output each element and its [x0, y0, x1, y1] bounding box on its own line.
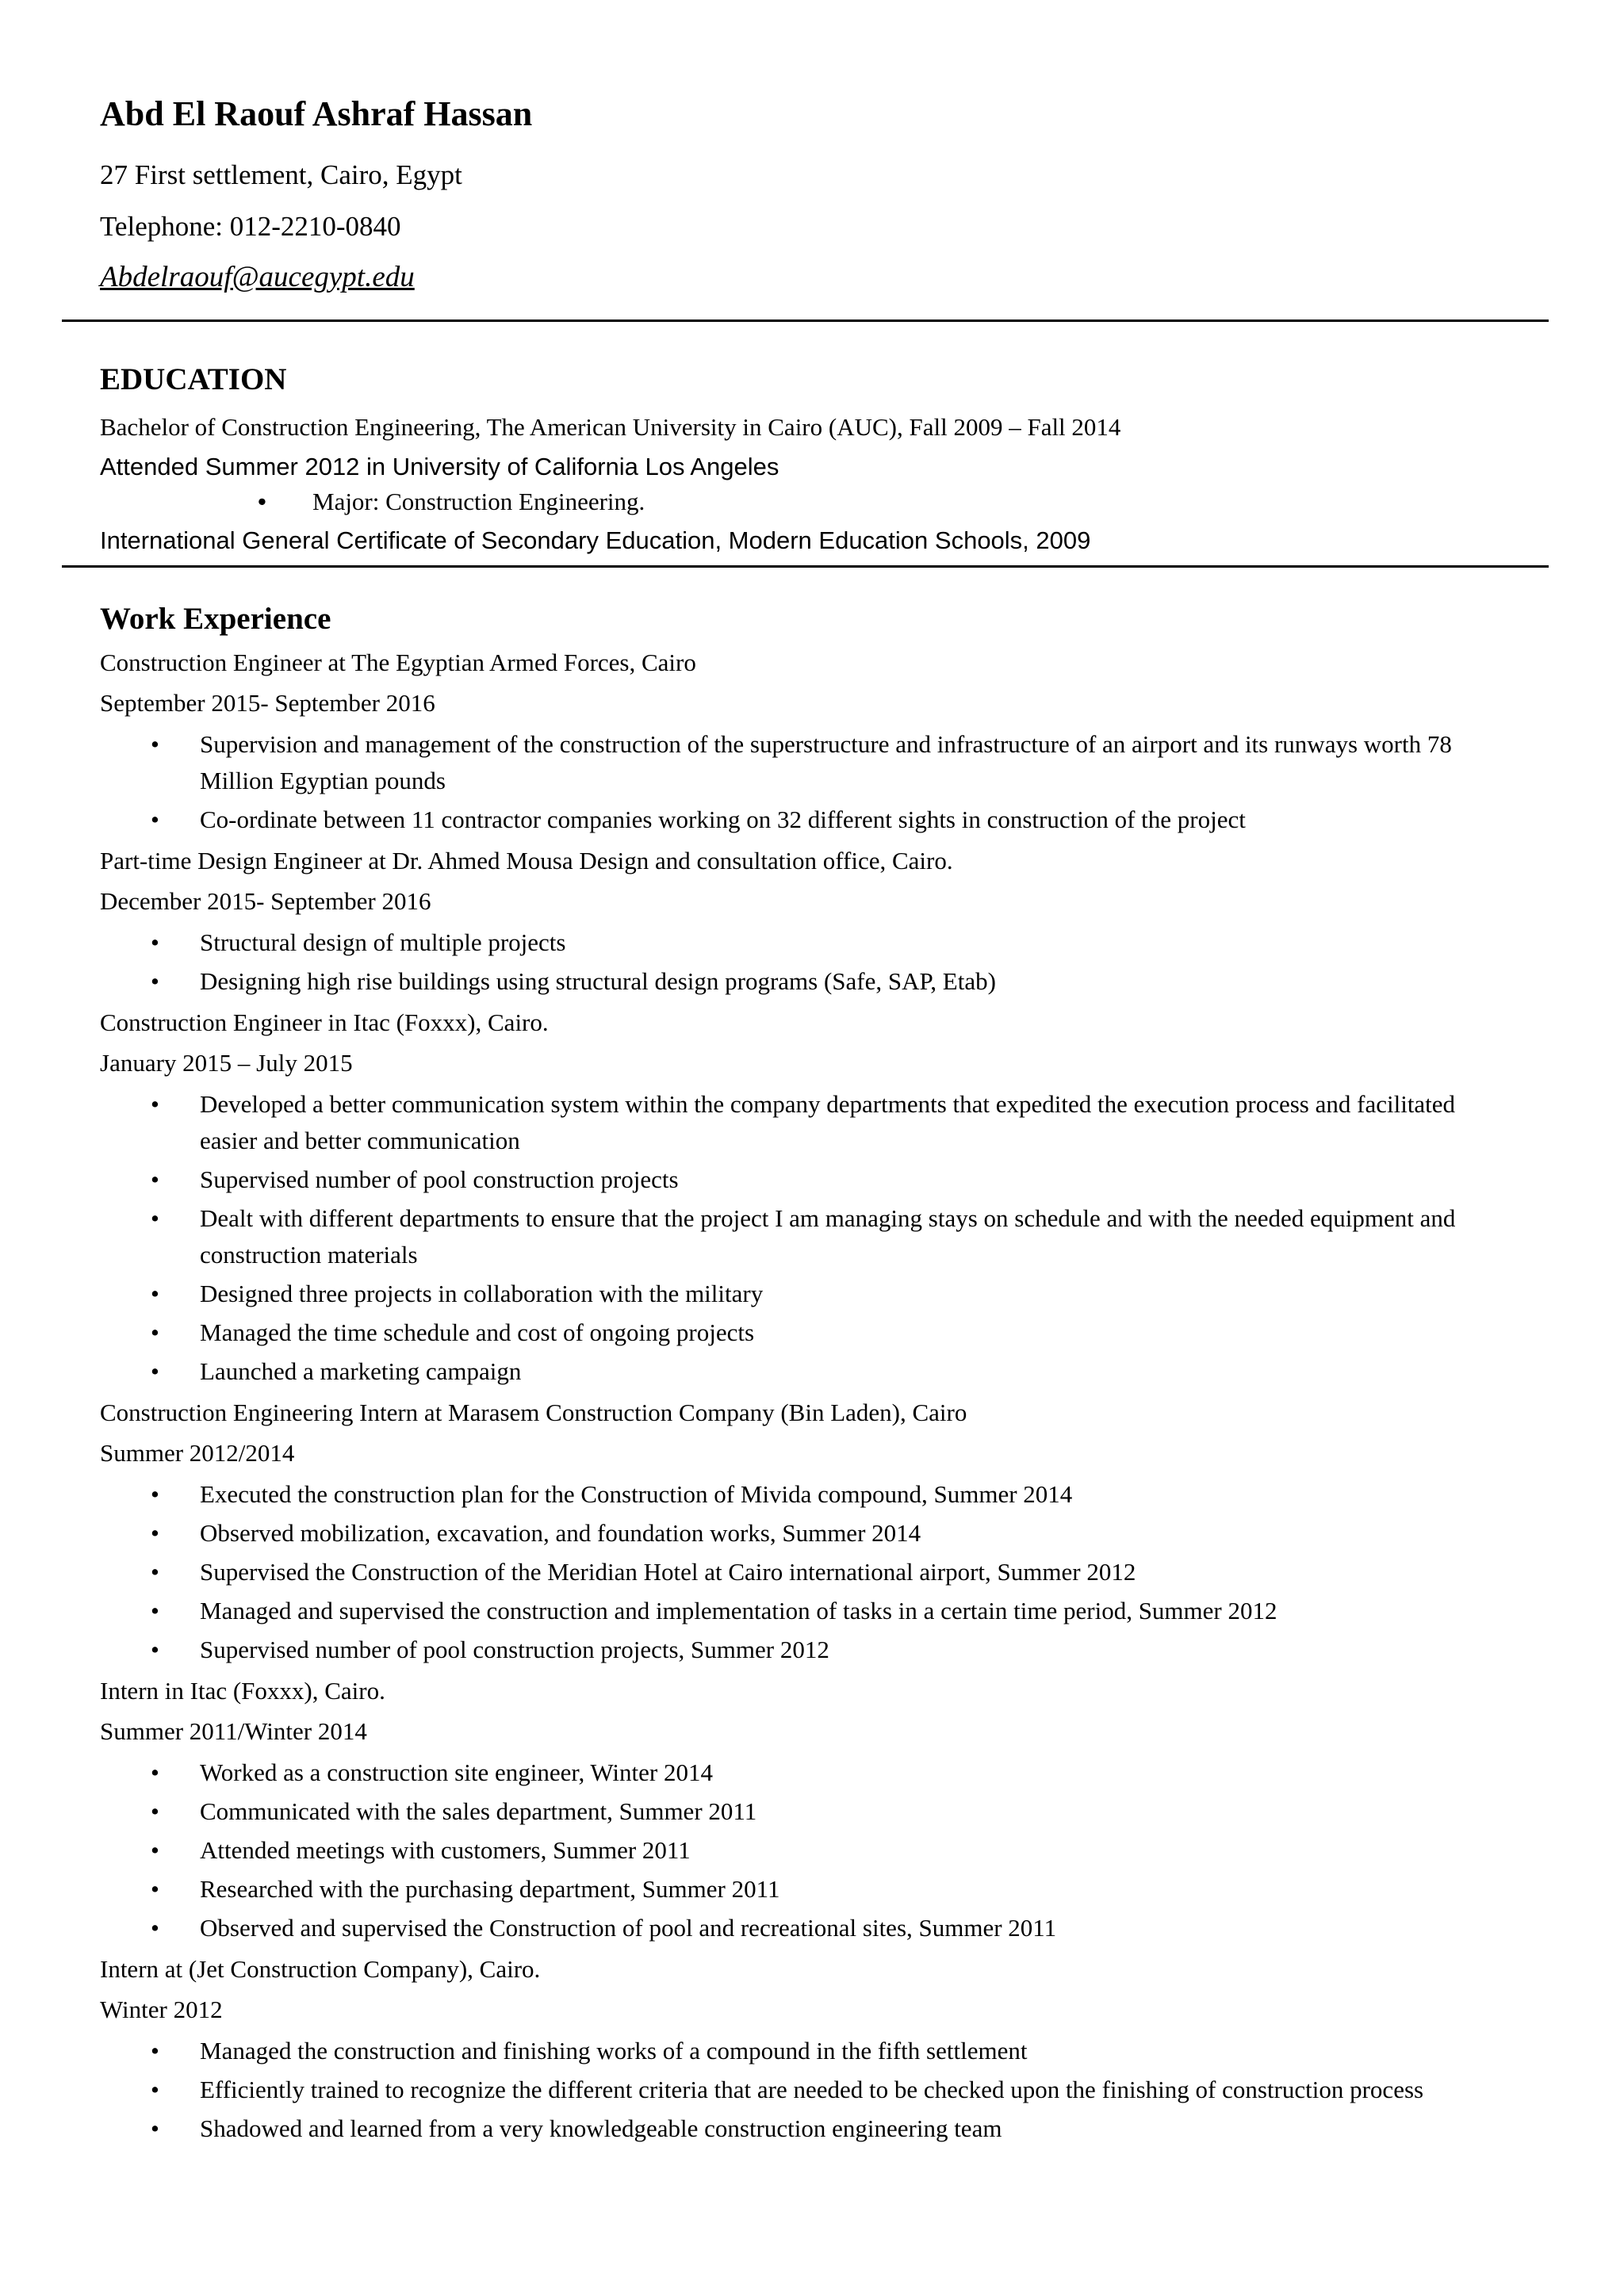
bullet-icon: • [151, 1318, 159, 1346]
bullet-icon: • [151, 1758, 159, 1786]
bullet-icon: • [151, 730, 159, 758]
education-degree: Bachelor of Construction Engineering, The American University in Cairo (AUC), Fall 2009 – Fall 2014 [100, 413, 1121, 441]
job-dates: September 2015- September 2016 [100, 689, 435, 717]
bullet-icon: • [151, 1558, 159, 1586]
job-title: Part-time Design Engineer at Dr. Ahmed Mousa Design and consultation office, Cairo. [100, 847, 953, 874]
list-item [100, 963, 1496, 1000]
bullet-icon: • [151, 1914, 159, 1942]
list-item [100, 802, 1496, 838]
bullet-icon: • [151, 928, 159, 956]
job-title: Construction Engineer at The Egyptian Armed Forces, Cairo [100, 649, 696, 676]
job-title: Construction Engineer in Itac (Foxxx), Cairo. [100, 1008, 549, 1036]
education-major: Major: Construction Engineering. [312, 488, 645, 515]
list-item [100, 1476, 1496, 1513]
work-heading: Work Experience [100, 602, 331, 636]
bullet-icon: • [151, 2037, 159, 2064]
job-bullets [100, 1086, 1511, 1390]
address: 27 First settlement, Cairo, Egypt [100, 159, 462, 190]
bullet-text: Shadowed and learned from a very knowledgeable construction engineering team [200, 2114, 1002, 2142]
list-item [100, 1593, 1496, 1629]
job-entry [100, 642, 1511, 838]
list-item [100, 1314, 1496, 1351]
bullet-text: Co-ordinate between 11 contractor companies working on 32 different sights in construction of the project [200, 806, 1246, 833]
bullet-text: Efficiently trained to recognize the different criteria that are needed to be checked upon the finishing of construction process [200, 2076, 1424, 2103]
bullet-text: Dealt with different departments to ensure that the project I am managing stays on schedule and with the needed equipment and construction materials [200, 1204, 1456, 1269]
bullet-icon: • [151, 1597, 159, 1624]
bullet-text: Supervised number of pool construction projects, Summer 2012 [200, 1636, 829, 1663]
education-summer: Attended Summer 2012 in University of California Los Angeles [100, 453, 779, 480]
job-dates: January 2015 – July 2015 [100, 1049, 353, 1077]
list-item [100, 1515, 1496, 1552]
list-item [100, 1755, 1496, 1791]
bullet-text: Developed a better communication system within the company departments that expedited the execution process and facilitated easier and better communication [200, 1090, 1456, 1154]
bullet-text: Supervised the Construction of the Meridian Hotel at Cairo international airport, Summer 2012 [200, 1558, 1136, 1586]
list-item [100, 1793, 1496, 1830]
bullet-icon: • [151, 1480, 159, 1508]
bullet-icon: • [151, 1836, 159, 1864]
bullet-icon: • [151, 1875, 159, 1903]
job-bullets [100, 726, 1511, 838]
bullet-icon: • [151, 2114, 159, 2142]
job-bullets [100, 2033, 1511, 2147]
bullet-icon: • [151, 1280, 159, 1307]
list-item [100, 1871, 1496, 1908]
header-divider [62, 320, 1549, 322]
email-link[interactable]: Abdelraouf@aucegypt.edu [100, 261, 415, 293]
job-bullets [100, 1755, 1511, 1946]
job-entry [100, 1002, 1511, 1390]
job-title: Construction Engineering Intern at Marasem Construction Company (Bin Laden), Cairo [100, 1399, 967, 1426]
bullet-icon: • [151, 1204, 159, 1232]
bullet-text: Designed three projects in collaboration with the military [200, 1280, 764, 1307]
list-item [100, 1910, 1496, 1946]
bullet-text: Managed the construction and finishing works of a compound in the fifth settlement [200, 2037, 1028, 2064]
bullet-text: Supervision and management of the construction of the superstructure and infrastructure of an airport and its runways worth 78 Million Egyptian pounds [200, 730, 1452, 794]
bullet-text: Communicated with the sales department, Summer 2011 [200, 1797, 757, 1825]
bullet-icon: • [151, 1519, 159, 1547]
bullet-icon: • [151, 1357, 159, 1385]
job-title: Intern in Itac (Foxxx), Cairo. [100, 1677, 385, 1705]
job-dates: Summer 2012/2014 [100, 1439, 295, 1467]
bullet-text: Supervised number of pool construction projects [200, 1165, 679, 1193]
bullet-icon: • [151, 2076, 159, 2103]
bullet-text: Attended meetings with customers, Summer 2011 [200, 1836, 691, 1864]
bullet-icon: • [151, 1165, 159, 1193]
list-item [100, 726, 1496, 799]
bullet-icon: • [151, 806, 159, 833]
job-entry [100, 1949, 1511, 2147]
list-item [100, 924, 1496, 961]
list-item [100, 2110, 1496, 2147]
bullet-text: Observed and supervised the Construction of pool and recreational sites, Summer 2011 [200, 1914, 1057, 1942]
bullet-text: Structural design of multiple projects [200, 928, 566, 956]
bullet-text: Executed the construction plan for the Construction of Mivida compound, Summer 2014 [200, 1480, 1073, 1508]
job-dates: Summer 2011/Winter 2014 [100, 1717, 367, 1745]
bullet-text: Observed mobilization, excavation, and foundation works, Summer 2014 [200, 1519, 921, 1547]
list-item [100, 1554, 1496, 1590]
bullet-text: Managed the time schedule and cost of ongoing projects [200, 1318, 755, 1346]
bullet-text: Worked as a construction site engineer, Winter 2014 [200, 1758, 713, 1786]
education-divider [62, 565, 1549, 568]
job-dates: Winter 2012 [100, 1996, 223, 2023]
list-item [100, 2033, 1496, 2069]
bullet-icon: • [151, 1090, 159, 1118]
bullet-text: Launched a marketing campaign [200, 1357, 522, 1385]
list-item [100, 1353, 1496, 1390]
bullet-text: Researched with the purchasing department, Summer 2011 [200, 1875, 780, 1903]
list-item [100, 1200, 1496, 1273]
bullet-text: Designing high rise buildings using structural design programs (Safe, SAP, Etab) [200, 967, 996, 995]
list-item [100, 2072, 1496, 2108]
job-entry [100, 1670, 1511, 1946]
list-item [100, 1832, 1496, 1869]
bullet-text: Managed and supervised the construction and implementation of tasks in a certain time period, Summer 2012 [200, 1597, 1277, 1624]
education-igcse: International General Certificate of Secondary Education, Modern Education Schools, 2009 [100, 526, 1091, 554]
job-title: Intern at (Jet Construction Company), Cairo. [100, 1955, 541, 1983]
job-entry [100, 840, 1511, 1000]
work-experience-list [100, 642, 1511, 2149]
job-bullets [100, 924, 1511, 1000]
job-entry [100, 1392, 1511, 1668]
bullet-icon: • [151, 967, 159, 995]
bullet-icon: • [151, 1636, 159, 1663]
list-item [100, 1632, 1496, 1668]
list-item [100, 1276, 1496, 1312]
list-item [100, 1086, 1496, 1159]
candidate-name: Abd El Raouf Ashraf Hassan [100, 94, 533, 133]
education-heading: EDUCATION [100, 362, 287, 396]
list-item [100, 1161, 1496, 1198]
bullet-icon: • [151, 1797, 159, 1825]
job-dates: December 2015- September 2016 [100, 887, 431, 915]
job-bullets [100, 1476, 1511, 1668]
telephone: Telephone: 012-2210-0840 [100, 211, 401, 242]
bullet-icon: • [258, 488, 266, 515]
